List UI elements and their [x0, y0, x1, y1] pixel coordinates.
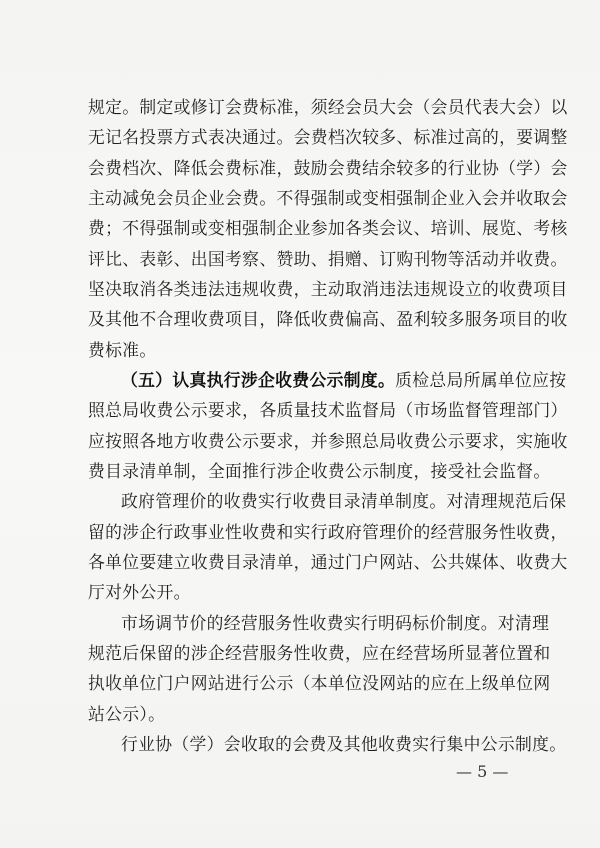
text-line: 及其他不合理收费项目，降低收费偏高、盈利较多服务项目的收	[88, 309, 568, 329]
text-line: 应按照各地方收费公示要求，并参照总局收费公示要求，实施收	[88, 431, 568, 451]
text-line: 费目录清单制，全面推行涉企收费公示制度，接受社会监督。	[88, 461, 551, 481]
text-line: 费标准。	[88, 340, 157, 360]
section-heading: （五）认真执行涉企收费公示制度。	[121, 370, 396, 390]
text-line: 无记名投票方式表决通过。会费档次较多、标准过高的，要调整	[88, 127, 568, 147]
text-line: 留的涉企行政事业性收费和实行政府管理价的经营服务性收费，	[88, 522, 568, 542]
paragraph-first-line: 市场调节价的经营服务性收费实行明码标价制度。对清理	[121, 613, 550, 633]
page-number: — 5 —	[456, 762, 509, 781]
text-line: 照总局收费公示要求，各质量技术监督局（市场监督管理部门）	[88, 400, 568, 420]
section-heading-line	[121, 370, 567, 390]
text-line: 执收单位门户网站进行公示（本单位没网站的应在上级单位网	[88, 673, 551, 693]
text-line: 各单位要建立收费目录清单，通过门户网站、公共媒体、收费大	[88, 552, 568, 572]
text-line: 规定。制定或修订会费标准，须经会员大会（会员代表大会）以	[88, 97, 568, 117]
text-line: 坚决取消各类违法违规收费，主动取消违法违规设立的收费项目	[88, 279, 568, 299]
text-line: 主动减免会员企业会费。不得强制或变相强制企业入会并收取会	[88, 188, 568, 208]
text-line: 评比、表彰、出国考察、赞助、捐赠、订购刊物等活动并收费。	[88, 249, 568, 269]
paragraph-first-line: 行业协（学）会收取的会费及其他收费实行集中公示制度。	[121, 734, 567, 754]
text-line: 站公示）。	[88, 704, 166, 724]
text-line: 厅对外公开。	[88, 582, 191, 602]
text-line: 规范后保留的涉企经营服务性收费，应在经营场所显著位置和	[88, 643, 551, 663]
text-line: 会费档次、降低会费标准，鼓励会费结余较多的行业协（学）会	[88, 158, 568, 178]
text-line: 费；不得强制或变相强制企业参加各类会议、培训、展览、考核	[88, 218, 568, 238]
paragraph-first-line: 政府管理价的收费实行收费目录清单制度。对清理规范后保	[121, 491, 567, 511]
section-heading-rest: 质检总局所属单位应按	[395, 370, 567, 390]
